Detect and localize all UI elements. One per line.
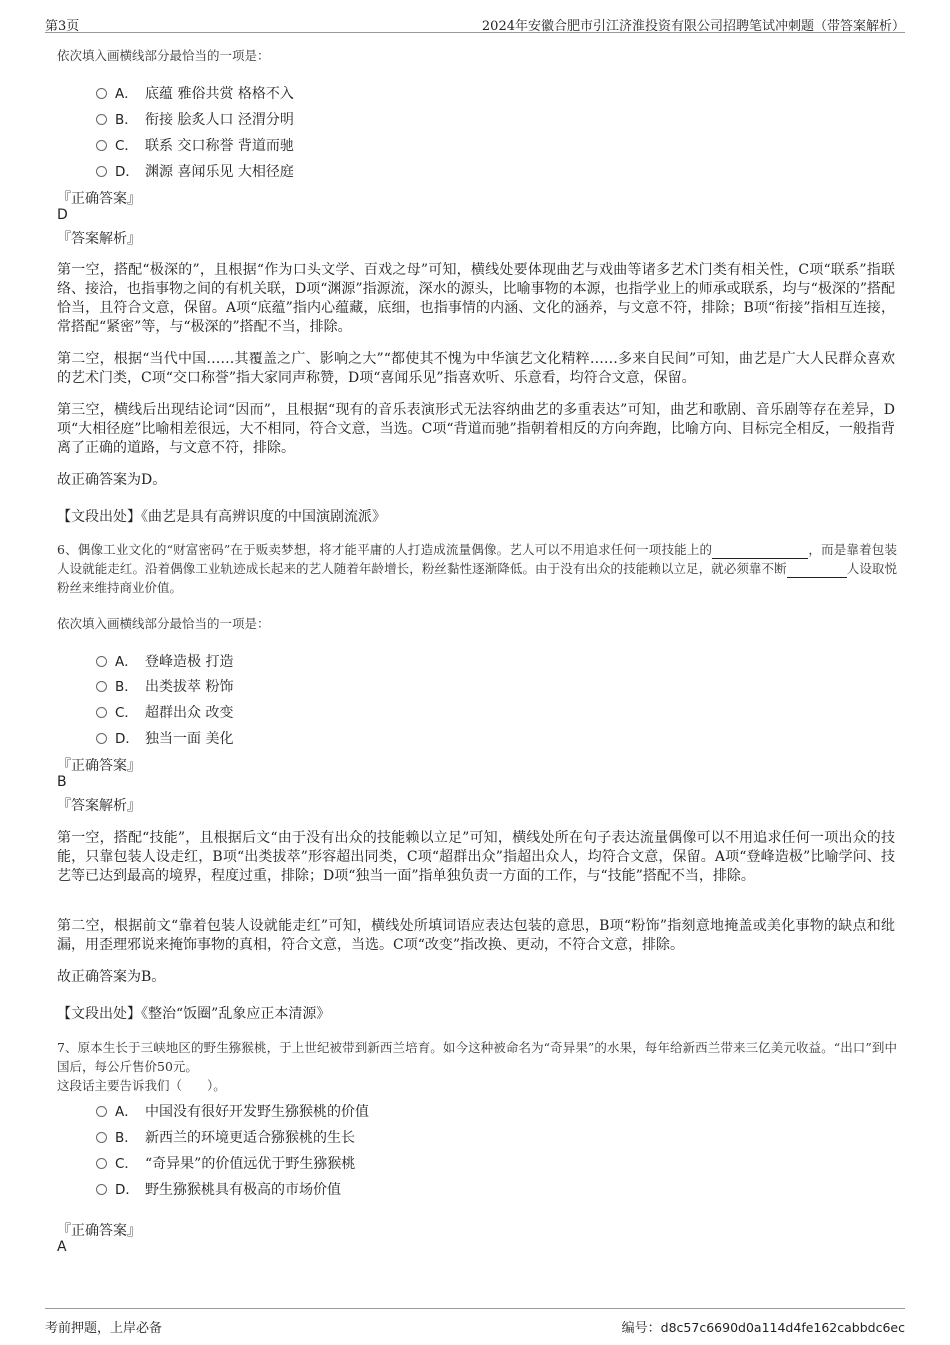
q6-stem-part1: 6、偶像工业文化的“财富密码”在于贩卖梦想，将才能平庸的人打造成流量偶像。艺人可以不用追求任何一项技能上的 [57,542,713,557]
q7-option-c[interactable] [96,1152,355,1174]
radio-icon[interactable] [96,681,107,692]
page-footer [45,1308,905,1337]
q6-answer: B [57,774,67,790]
q6-source: 【文段出处】《整治“饭圈”乱象应正本清源》 [57,1006,331,1022]
q6-answer-label: 『正确答案』 [57,758,141,774]
footer-code [622,1317,905,1336]
q6-stem [57,540,897,597]
option-letter: D． [115,1182,139,1198]
radio-icon[interactable] [96,1132,107,1143]
q5-analysis-p1: 第一空，搭配“极深的”，且根据“作为口头文学、百戏之母”可知，横线处要体现曲艺与戏曲等诸多艺术门类有相关性，C项“联系”指联络、接洽，也指事物之间的有机关联，D项“渊源”指源流，深水的源头，比喻事物的本源，也指学业上的师承或联系，均与“极深的”搭配恰当，且符合文意，保留。A项“底蕴”指内心蕴藏，底细，也指事情的内涵、文化的涵养，与文意不符，排除；B项“衔接”指相互连接，常搭配“紧密”等，与“极深的”搭配不当，排除。 [57,262,895,335]
radio-icon[interactable] [96,114,107,125]
footer-slogan: 考前押题，上岸必备 [45,1321,163,1336]
q6-prompt: 依次填入画横线部分最恰当的一项是： [57,616,270,631]
option-letter: A． [115,1104,138,1120]
page-header [45,12,905,33]
option-text: 中国没有很好开发野生猕猴桃的价值 [145,1104,369,1120]
radio-icon[interactable] [96,140,107,151]
page-number: 第3页 [45,19,80,34]
option-letter: A． [115,654,138,670]
option-letter: D． [115,731,139,747]
q5-answer: D [57,207,68,223]
radio-icon[interactable] [96,1158,107,1169]
option-letter: C． [115,138,138,154]
q6-option-b[interactable] [96,675,233,697]
q6-option-c[interactable] [96,701,233,723]
option-letter: B． [115,1130,138,1146]
option-letter: D． [115,164,139,180]
q5-analysis-p3: 第三空，横线后出现结论词“因而”，且根据“现有的音乐表演形式无法容纳曲艺的多重表达”可知，曲艺和歌剧、音乐剧等存在差异，D项“大相径庭”比喻相差很远，大不相同，符合文意，当选。C项“背道而驰”指朝着相反的方向奔跑，比喻方向、目标完全相反，一般指背离了正确的道路，与文意不符，排除。 [57,402,895,456]
q5-option-a[interactable] [96,82,294,104]
radio-icon[interactable] [96,1106,107,1117]
q7-answer: A [57,1239,67,1255]
option-text: 出类拔萃 粉饰 [145,679,234,695]
q7-option-b[interactable] [96,1126,355,1148]
option-text: 野生猕猴桃具有极高的市场价值 [145,1182,341,1198]
q6-conclusion: 故正确答案为B。 [57,969,166,985]
option-letter: C． [115,1156,138,1172]
option-text: 新西兰的环境更适合猕猴桃的生长 [145,1130,355,1146]
q5-option-c[interactable] [96,134,294,156]
q7-option-a[interactable] [96,1100,369,1122]
option-text: 渊源 喜闻乐见 大相径庭 [145,164,294,180]
q5-analysis-p2: 第二空，根据“当代中国……其覆盖之广、影响之大”“都使其不愧为中华演艺文化精粹……多来自民间”可知，曲艺是广大人民群众喜欢的艺术门类，C项“交口称誉”指大家同声称赞，D项“喜闻乐见”指喜欢听、乐意看，均符合文意，保留。 [57,351,895,386]
option-text: 底蕴 雅俗共赏 格格不入 [145,86,294,102]
option-text: 登峰造极 打造 [145,654,234,670]
option-letter: B． [115,112,138,128]
option-letter: A． [115,86,138,102]
q6-option-a[interactable] [96,650,233,672]
q5-analysis-label: 『答案解析』 [57,231,141,247]
q6-analysis-p2: 第二空，根据前文“靠着包装人设就能走红”可知，横线处所填词语应表达包装的意思，B项“粉饰”指刻意地掩盖或美化事物的缺点和纰漏，用歪理邪说来掩饰事物的真相，符合文意，当选。C项“改变”指改换、更动，不符合文意，排除。 [57,918,895,953]
radio-icon[interactable] [96,88,107,99]
radio-icon[interactable] [96,166,107,177]
q6-blank-1 [712,545,808,559]
q7-option-d[interactable] [96,1178,341,1200]
q6-blank-2 [787,564,847,578]
q6-option-d[interactable] [96,727,233,749]
q7-stem: 7、原本生长于三峡地区的野生猕猴桃，于上世纪被带到新西兰培育。如今这种被命名为“奇异果”的水果，每年给新西兰带来三亿美元收益。“出口”到中国后，每公斤售价50元。 [57,1040,897,1074]
q5-option-d[interactable] [96,160,294,182]
option-letter: B． [115,679,138,695]
option-text: 独当一面 美化 [145,731,234,747]
q6-analysis-label: 『答案解析』 [57,798,141,814]
option-text: “奇异果”的价值远优于野生猕猴桃 [145,1156,356,1172]
footer-code-value: d8c57c6690d0a114d4fe162cabbdc6ec [660,1320,905,1335]
q5-conclusion: 故正确答案为D。 [57,472,167,488]
q6-stem-part3: 人设取悦粉丝来维持商业价值。 [57,561,897,595]
radio-icon[interactable] [96,656,107,667]
option-text: 衔接 脍炙人口 泾渭分明 [145,112,294,128]
q5-option-b[interactable] [96,108,294,130]
q5-source: 【文段出处】《曲艺是具有高辨识度的中国演剧流派》 [57,509,386,525]
radio-icon[interactable] [96,707,107,718]
q7-prompt: 这段话主要告诉我们（ ）。 [57,1078,226,1093]
radio-icon[interactable] [96,733,107,744]
q6-analysis-p1: 第一空，搭配“技能”，且根据后文“由于没有出众的技能赖以立足”可知，横线处所在句子表达流量偶像可以不用追求任何一项出众的技能，只靠包装人设走红，B项“出类拔萃”形容超出同类，C项“超群出众”指超出众人，均符合文意，保留。A项“登峰造极”比喻学问、技艺等已达到最高的境界，程度过重，排除；D项“独当一面”指单独负责一方面的工作，与“技能”搭配不当，排除。 [57,830,895,884]
q7-answer-label: 『正确答案』 [57,1223,141,1239]
option-letter: C． [115,705,138,721]
document-title: 2024年安徽合肥市引江济淮投资有限公司招聘笔试冲刺题（带答案解析） [481,19,905,34]
option-text: 联系 交口称誉 背道而驰 [145,138,294,154]
q6-stem-part2: ，而是靠着包装人设就能走红。沿着偶像工业轨迹成长起来的艺人随着年龄增长，粉丝黏性逐渐降低。由于没有出众的技能赖以立足，就必须靠不断 [57,542,897,576]
q5-answer-label: 『正确答案』 [57,191,141,207]
q5-prompt: 依次填入画横线部分最恰当的一项是： [57,48,270,63]
footer-code-label: 编号： [621,1321,661,1336]
option-text: 超群出众 改变 [145,705,234,721]
radio-icon[interactable] [96,1184,107,1195]
